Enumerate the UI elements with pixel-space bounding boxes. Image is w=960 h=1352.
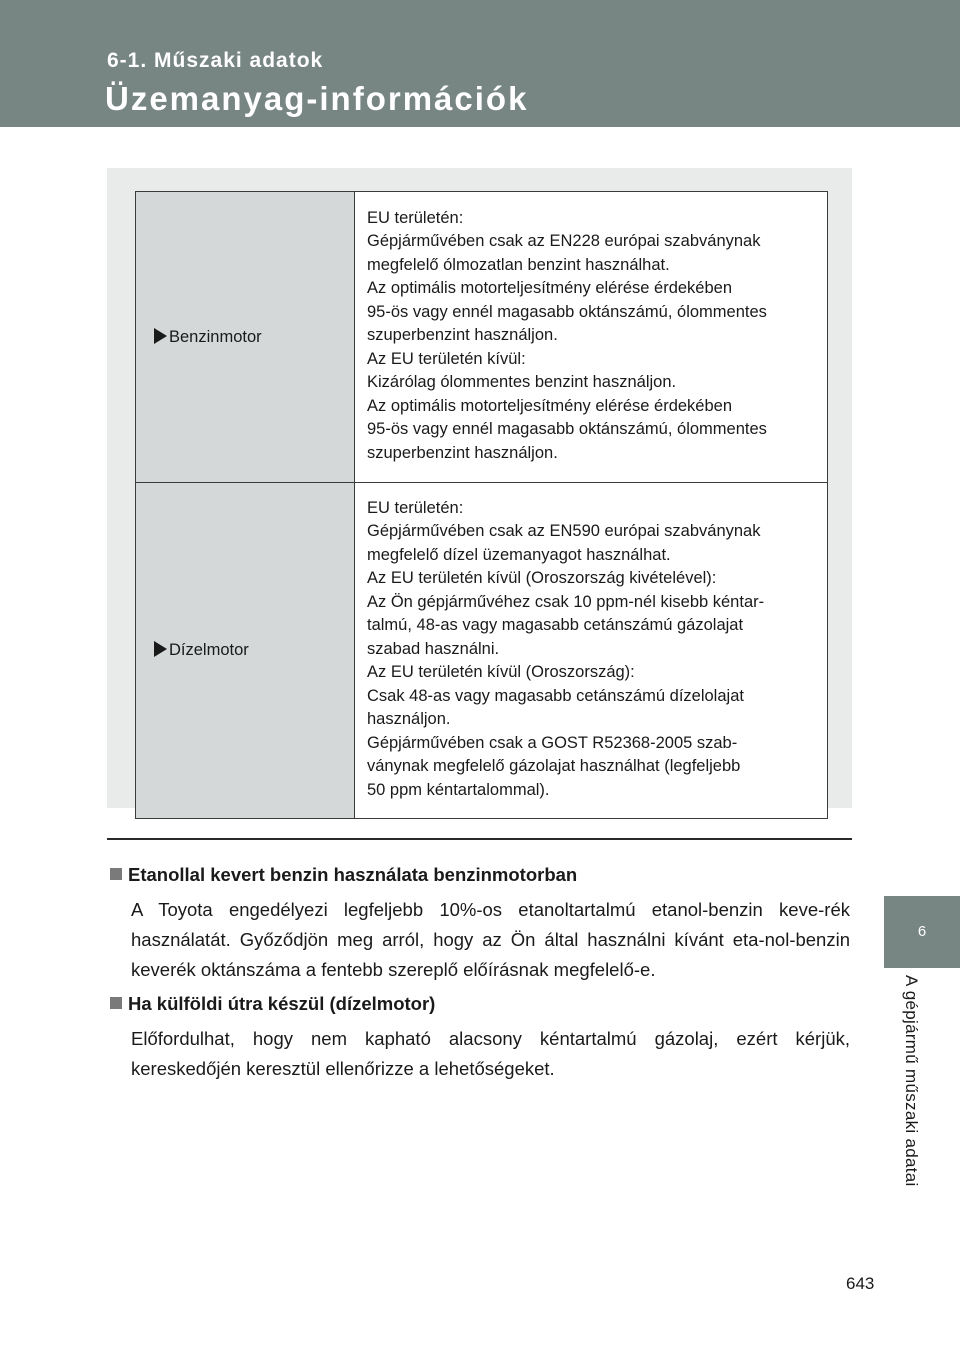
spec-line: 50 ppm kéntartalommal). [367, 780, 550, 799]
note-heading-text: Ha külföldi útra készül (dízelmotor) [128, 993, 436, 1014]
spec-line: szuperbenzint használjon. [367, 443, 558, 462]
spec-line: Csak 48-as vagy magasabb cetánszámú dízelolajat [367, 686, 744, 705]
spec-line: talmú, 48-as vagy magasabb cetánszámú gázolajat [367, 616, 744, 635]
spec-line: ványnak megfelelő gázolajat használhat (legfeljebb [367, 757, 741, 776]
spec-line: Az optimális motorteljesítmény elérése érdekében [367, 396, 733, 415]
spec-line: EU területén: [367, 208, 464, 227]
spec-line: Az EU területén kívül (Oroszország): [367, 663, 635, 682]
spec-line: megfelelő ólmozatlan benzint használhat. [367, 255, 670, 274]
square-bullet-icon [110, 868, 122, 880]
spec-line: Gépjárművében csak az EN590 európai szabványnak [367, 522, 761, 541]
fuel-type-cell [136, 483, 355, 819]
fuel-table [135, 191, 828, 819]
triangle-bullet-icon [154, 641, 167, 657]
spec-line: Az EU területén kívül: [367, 349, 526, 368]
note-body: A Toyota engedélyezi legfeljebb 10%-os etanoltartalmú etanol-benzin keve-rék használatát. Győződjön meg arról, hogy az Ön által használni kívánt eta-nol-benzin keverék oktánszáma a fentebb szereplő előírásnak megfelelő-e. [131, 899, 850, 980]
note-heading [110, 993, 850, 1015]
spec-line: 95-ös vagy ennél magasabb oktánszámú, ólommentes [367, 420, 767, 439]
table-row [136, 483, 828, 819]
square-bullet-icon [110, 997, 122, 1009]
page-title: Üzemanyag-információk [105, 80, 529, 117]
fuel-spec-cell [355, 483, 828, 819]
spec-line: Az Ön gépjárművéhez csak 10 ppm-nél kisebb kéntar- [367, 592, 765, 611]
section-label: 6-1. Műszaki adatok [107, 49, 324, 72]
fuel-type-cell [136, 192, 355, 483]
triangle-bullet-icon [154, 328, 167, 344]
spec-line: használjon. [367, 710, 451, 729]
spec-line: Kizárólag ólommentes benzint használjon. [367, 373, 677, 392]
fuel-type-label: Dízelmotor [169, 641, 249, 659]
note-heading-text: Etanollal kevert benzin használata benzinmotorban [128, 864, 578, 885]
chapter-tab-label: A gépjármű műszaki adatai [902, 975, 921, 1187]
spec-line: szuperbenzint használjon. [367, 326, 558, 345]
page-number: 643 [846, 1274, 875, 1293]
spec-line: EU területén: [367, 498, 464, 517]
spec-line: Az optimális motorteljesítmény elérése érdekében [367, 279, 733, 298]
fuel-spec-cell [355, 192, 828, 483]
table-row [136, 192, 828, 483]
note-body: Előfordulhat, hogy nem kapható alacsony kéntartalmú gázolaj, ezért kérjük, kereskedőjén keresztül ellenőrizze a lehetőségeket. [131, 1028, 850, 1079]
chapter-header [0, 0, 960, 127]
spec-line: Gépjárművében csak az EN228 európai szabványnak [367, 232, 761, 251]
section-divider [107, 838, 852, 840]
spec-line: Az EU területén kívül (Oroszország kivételével): [367, 569, 717, 588]
spec-line: szabad használni. [367, 639, 500, 658]
spec-line: 95-ös vagy ennél magasabb oktánszámú, ólommentes [367, 302, 767, 321]
fuel-type-label: Benzinmotor [169, 327, 262, 346]
spec-line: Gépjárművében csak a GOST R52368-2005 szab- [367, 733, 738, 752]
note-heading [110, 864, 850, 886]
chapter-tab: 6 [884, 896, 960, 968]
notes-section [110, 864, 850, 1084]
spec-line: megfelelő dízel üzemanyagot használhat. [367, 545, 671, 564]
